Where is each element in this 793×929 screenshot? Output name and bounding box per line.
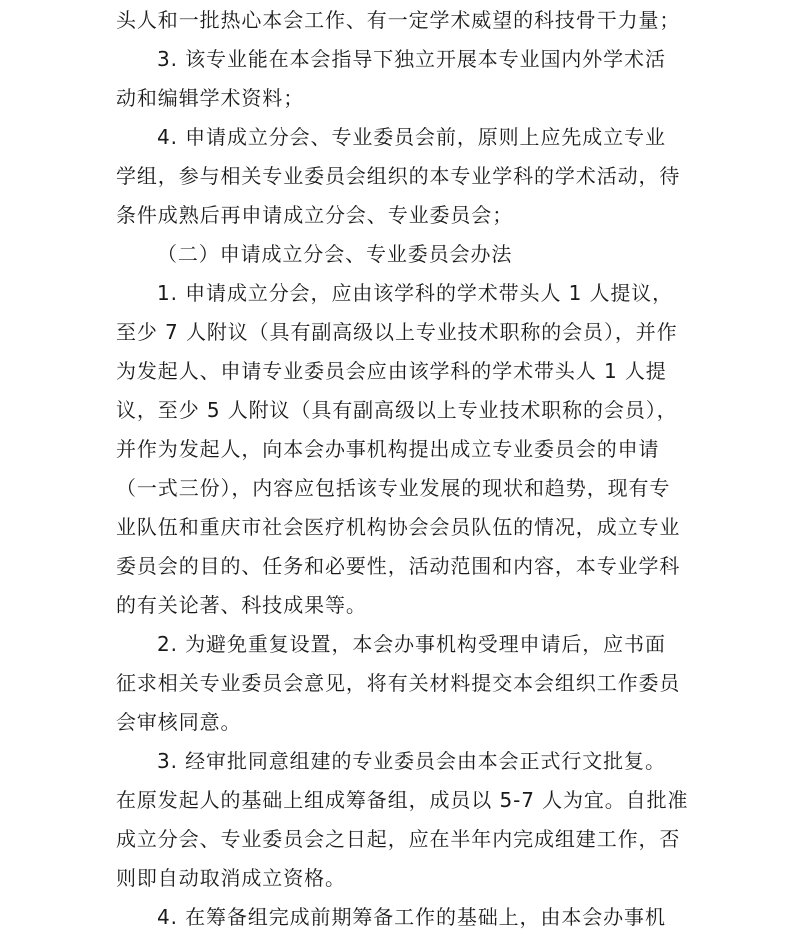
text-line: 则即自动取消成立资格。	[116, 866, 346, 890]
text-line: （一式三份），内容应包括该专业发展的现状和趋势，现有专	[116, 476, 671, 500]
text-line: 议，至少 5 人附议（具有副高级以上专业技术职称的会员），	[116, 398, 678, 422]
text-line: 为发起人、申请专业委员会应由该学科的学术带头人 1 人提	[116, 359, 667, 383]
text-line: 2. 为避免重复设置，本会办事机构受理申请后，应书面	[157, 632, 666, 656]
text-line: 动和编辑学术资料；	[116, 86, 305, 110]
text-line: 条件成熟后再申请成立分会、专业委员会；	[116, 203, 514, 227]
text-line: 的有关论著、科技成果等。	[116, 593, 367, 617]
text-line: 3. 经审批同意组建的专业委员会由本会正式行文批复。	[157, 749, 666, 773]
text-line: 3. 该专业能在本会指导下独立开展本专业国内外学术活	[157, 47, 666, 71]
text-line: 会审核同意。	[116, 710, 242, 734]
text-line: 委员会的目的、任务和必要性，活动范围和内容，本专业学科	[116, 554, 681, 578]
text-line: 4. 在筹备组完成前期筹备工作的基础上，由本会办事机	[157, 905, 666, 929]
text-line: 1. 申请成立分会，应由该学科的学术带头人 1 人提议，	[157, 281, 674, 305]
text-line: 征求相关专业委员会意见，将有关材料提交本会组织工作委员	[116, 671, 681, 695]
text-line: 成立分会、专业委员会之日起，应在半年内完成组建工作，否	[116, 827, 681, 851]
text-line: 头人和一批热心本会工作、有一定学术威望的科技骨干力量；	[116, 8, 681, 32]
text-line: 4. 申请成立分会、专业委员会前，原则上应先成立专业	[157, 125, 666, 149]
section-heading: （二）申请成立分会、专业委员会办法	[157, 242, 513, 266]
text-line: 学组，参与相关专业委员会组织的本专业学科的学术活动，待	[116, 164, 681, 188]
text-line: 在原发起人的基础上组成筹备组，成员以 5-7 人为宜。自批准	[116, 788, 689, 812]
text-line: 业队伍和重庆市社会医疗机构协会会员队伍的情况，成立专业	[116, 515, 681, 539]
text-line: 至少 7 人附议（具有副高级以上专业技术职称的会员），并作	[116, 320, 678, 344]
text-line: 并作为发起人，向本会办事机构提出成立专业委员会的申请	[116, 437, 660, 461]
